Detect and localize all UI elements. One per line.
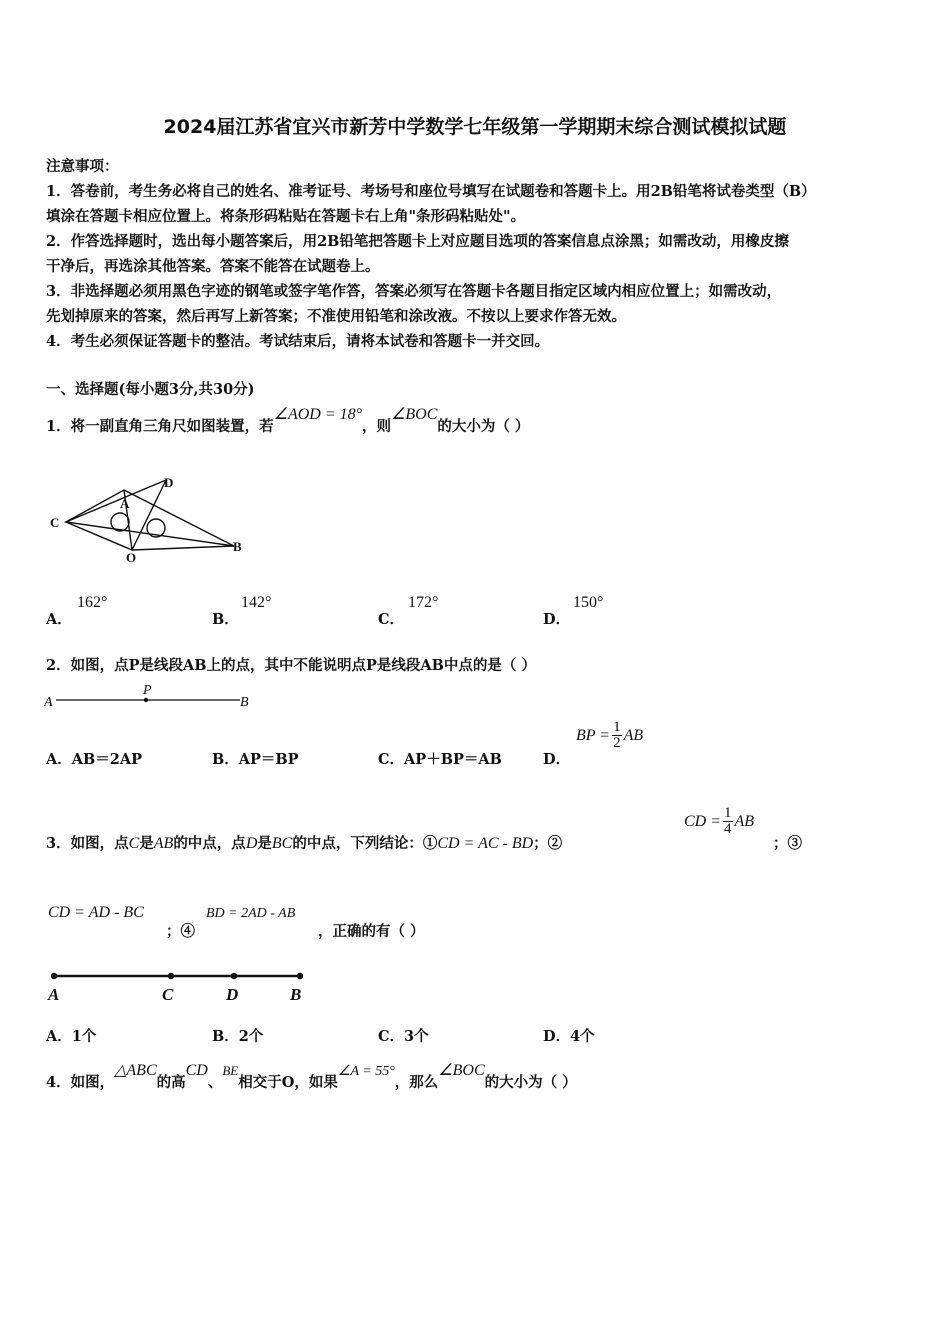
notice-line: 干净后，再选涂其他答案。答案不能答在试题卷上。 — [46, 258, 380, 275]
notice-heading: 注意事项： — [46, 158, 119, 175]
notice-line: 1．答卷前，考生务必将自己的姓名、准考证号、考场号和座位号填写在试题卷和答题卡上。用2B铅笔将试卷类型（B） — [46, 183, 816, 200]
q3c2-denominator: 4 — [724, 821, 732, 837]
q3-text-part: ；③ — [773, 835, 802, 852]
q3-text-part: ，正确的有（ ） — [318, 923, 425, 940]
q3-math-d: D — [245, 835, 258, 852]
fig-label-d: D — [164, 475, 174, 490]
q4-text-part: 的高 — [156, 1074, 186, 1091]
fig-label-c: C — [50, 515, 60, 530]
q3-option-d[interactable]: D．4个 — [543, 1028, 595, 1045]
q1-triangle-figure — [46, 470, 256, 566]
question-1-text — [46, 406, 530, 436]
q4-text-part: 相交于O，如果 — [238, 1074, 338, 1091]
q3-math-c: C — [128, 835, 140, 852]
q3c2-fraction — [723, 806, 733, 837]
q2d-denominator: 2 — [613, 735, 621, 751]
fig-label-o: O — [126, 550, 137, 565]
q3c2-numerator: 1 — [724, 805, 732, 821]
q3c2-lhs: CD = — [684, 813, 722, 830]
q3-segment-figure — [44, 966, 314, 1004]
notice-line: 2．作答选择题时，选出每小题答案后，用2B铅笔把答题卡上对应题目选项的答案信息点涂黑；如需改动，用橡皮擦 — [46, 233, 789, 250]
fig-label-b: B — [290, 985, 302, 1004]
question-2-text: 2．如图，点P是线段AB上的点，其中不能说明点P是线段AB中点的是（ ） — [46, 657, 536, 674]
q3-text-part: 是 — [257, 835, 272, 852]
fig-label-a: A — [120, 496, 130, 511]
q3-option-a[interactable]: A．1个 — [46, 1028, 97, 1045]
q1-prefix: 1．将一副直角三角尺如图装置，若 — [46, 418, 274, 435]
q2-option-d-expression — [576, 720, 643, 751]
q4-text-part: 的大小为（ ） — [484, 1074, 577, 1091]
fig-label-p: P — [143, 683, 152, 698]
q1-suffix: 的大小为（ ） — [437, 418, 530, 435]
q3-option-b[interactable]: B．2个 — [212, 1028, 264, 1045]
q4-text-part: 、 — [207, 1074, 223, 1091]
q4-math-angle-boc: ∠BOC — [438, 1062, 485, 1079]
q2d-lhs: BP = — [576, 727, 611, 744]
fig-label-b: B — [240, 695, 249, 710]
q2-option-c[interactable]: C．AP＋BP＝AB — [378, 751, 502, 768]
fig-label-c: C — [162, 985, 174, 1004]
q1-option-b[interactable]: B． — [212, 611, 239, 628]
q4-math-triangle: △ABC — [114, 1062, 157, 1079]
q3c2-rhs: AB — [734, 813, 755, 830]
question-3-text — [46, 832, 562, 853]
q4-math-angle-a: ∠A = 55° — [337, 1064, 395, 1079]
q2d-rhs: AB — [623, 727, 644, 744]
q1-angle-aod: ∠AOD = 18° — [273, 406, 363, 423]
q3-conclusion-1: CD = AC - BD — [437, 835, 534, 852]
q3-text-part: 的中点，点 — [173, 835, 246, 852]
q2-segment-figure — [44, 682, 256, 710]
q1-mid: ，则 — [362, 418, 392, 435]
q4-math-be: BE — [222, 1063, 239, 1078]
q1-option-c-value: 172° — [408, 594, 439, 611]
fig-label-a: A — [48, 985, 60, 1004]
notice-line: 4．考生必须保证答题卡的整洁。考试结束后，请将本试卷和答题卡一并交回。 — [46, 333, 550, 350]
notice-line: 3．非选择题必须用黑色字迹的钢笔或签字笔作答，答案必须写在答题卡各题目指定区域内相应位置上；如需改动， — [46, 283, 782, 300]
q1-option-d-value: 150° — [573, 594, 604, 611]
section-heading: 一、选择题(每小题3分,共30分) — [46, 381, 255, 398]
fig-label-a: A — [44, 695, 53, 710]
question-4-text — [46, 1062, 577, 1092]
q1-option-a-value: 162° — [77, 594, 108, 611]
q3-conclusion-4: BD = 2AD - AB — [206, 906, 296, 921]
q1-angle-boc: ∠BOC — [391, 406, 438, 423]
q4-text-part: ，那么 — [394, 1074, 439, 1091]
q4-math-cd: CD — [185, 1062, 208, 1079]
q3-text-part: 的中点，下列结论：① — [292, 835, 438, 852]
page-title: 2024届江苏省宜兴市新芳中学数学七年级第一学期期末综合测试模拟试题 — [163, 116, 787, 138]
q1-option-d[interactable]: D． — [543, 611, 571, 628]
q2-option-d[interactable]: D． — [543, 751, 571, 768]
q3-text-part: ；④ — [166, 923, 195, 940]
q2d-numerator: 1 — [613, 719, 621, 735]
q2-option-a[interactable]: A．AB＝2AP — [46, 751, 142, 768]
q3-option-c[interactable]: C．3个 — [378, 1028, 429, 1045]
notice-line: 先划掉原来的答案，然后再写上新答案；不准使用铅笔和涂改液。不按以上要求作答无效。 — [46, 308, 626, 325]
q3-math-bc: BC — [271, 835, 293, 852]
q1-option-c[interactable]: C． — [378, 611, 405, 628]
fig-label-b: B — [233, 539, 242, 554]
q3-math-ab: AB — [153, 835, 174, 852]
fig-label-d: D — [226, 985, 239, 1004]
q3-text-part: ；② — [533, 835, 563, 852]
q3-conclusion-3: CD = AD - BC — [48, 904, 144, 921]
notice-line: 填涂在答题卡相应位置上。将条形码粘贴在答题卡右上角"条形码粘贴处"。 — [46, 208, 526, 225]
q3-conclusion-2 — [684, 806, 754, 837]
q4-text-part: 4．如图， — [46, 1074, 115, 1091]
q2d-fraction — [612, 720, 622, 751]
q1-option-a[interactable]: A． — [46, 611, 72, 628]
q1-option-b-value: 142° — [241, 594, 272, 611]
q2-option-b[interactable]: B．AP＝BP — [212, 751, 299, 768]
q3-text-part: 3．如图，点 — [46, 835, 129, 852]
q3-text-part: 是 — [139, 835, 154, 852]
